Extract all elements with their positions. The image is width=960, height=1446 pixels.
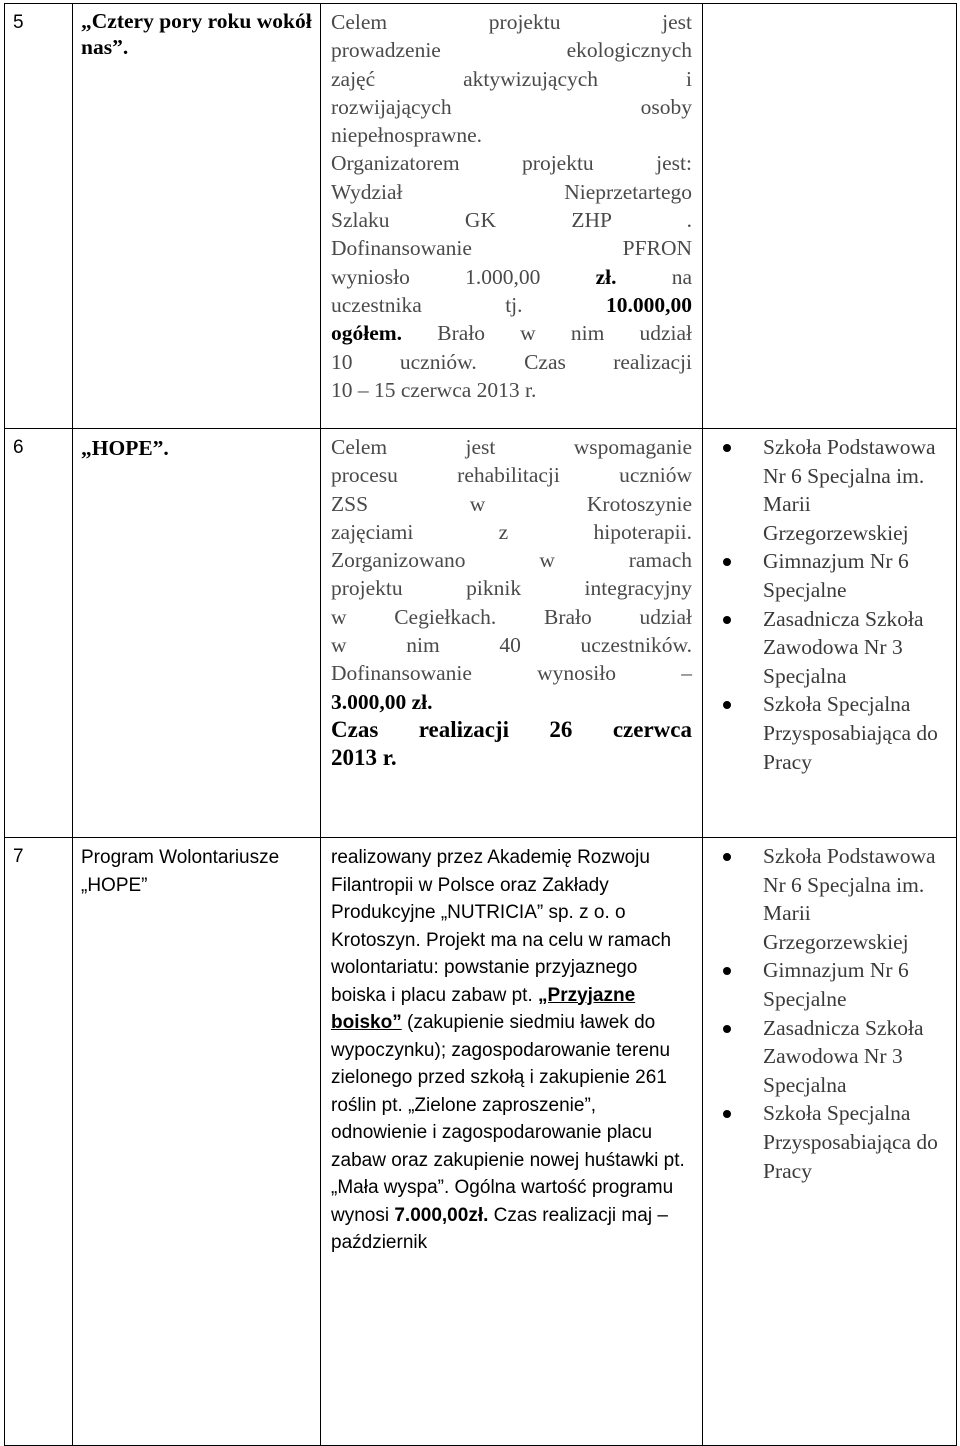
description-line: wyniosło 1.000,00 zł. na [331, 264, 692, 289]
institutions-cell-empty [703, 4, 957, 429]
description-line: uczestnika tj. 10.000,00 [331, 292, 692, 317]
list-item [763, 690, 956, 776]
institution-name: Gimnazjum Nr 6 Specjalne [763, 549, 909, 602]
description-line: Szlaku GK ZHP . [331, 208, 692, 233]
list-item [763, 842, 956, 956]
description-line: 10 uczniów. Czas realizacji [331, 349, 692, 374]
projects-table [4, 3, 957, 1446]
project-title-link: „Przyjazne boisko” [331, 984, 636, 1033]
bullet-icon [723, 1025, 731, 1033]
project-description [321, 838, 703, 1446]
list-item [763, 956, 956, 1013]
description-line: procesu rehabilitacji uczniów [331, 463, 692, 488]
list-item [763, 1099, 956, 1185]
program-amount: 7.000,00zł. [394, 1204, 489, 1226]
project-name-cell [73, 838, 321, 1446]
list-item [763, 605, 956, 691]
table-row [5, 838, 957, 1446]
project-description [321, 429, 703, 838]
project-name-cell [73, 429, 321, 838]
row-number: 5 [5, 4, 73, 429]
institution-name: Szkoła Podstawowa Nr 6 Specjalna im. Marii Grzegorzewskiej [763, 844, 936, 954]
institutions-list [703, 433, 956, 776]
description-line: Dofinansowanie wynosiło – [331, 661, 692, 686]
description-line: zajęć aktywizujących i [331, 66, 692, 91]
description-text: Czas realizacji maj – październik [331, 1204, 668, 1253]
institutions-cell [703, 838, 957, 1446]
description-line: projektu piknik integracyjny [331, 576, 692, 601]
description-line: Dofinansowanie PFRON [331, 236, 692, 261]
description-text: (zakupienie siedmiu ławek do wypoczynku); zagospodarowanie terenu zielonego przed szkołą i zakupienie 261 roślin pt. „Zielone zaproszenie”, odnowienie i zagospodarowanie placu zabaw oraz zakupienie nowej huśtawki pt. „Mała wyspa”. Ogólna wartość programu wynosi [331, 1012, 685, 1226]
description-line: ogółem. Brało w nim udział [331, 321, 692, 346]
description-line: Czas realizacji 26 czerwca [331, 716, 692, 742]
institutions-cell [703, 429, 957, 838]
institution-name: Zasadnicza Szkoła Zawodowa Nr 3 Specjalna [763, 606, 924, 688]
list-item [763, 433, 956, 547]
description-line: Wydział Nieprzetartego [331, 179, 692, 204]
description-line: Celem jest wspomaganie [331, 435, 692, 459]
description-line: 2013 r. [331, 745, 397, 771]
bullet-icon [723, 1110, 731, 1118]
description-line: rozwijających osoby [331, 94, 692, 119]
project-name: „HOPE”. [81, 436, 169, 460]
description-line: w nim 40 uczestników. [331, 633, 692, 658]
description-line: Organizatorem projektu jest: [331, 151, 692, 176]
row-number: 7 [5, 838, 73, 1446]
description-line: 3.000,00 zł. [331, 689, 433, 714]
bullet-icon [723, 853, 731, 861]
table-row [5, 429, 957, 838]
description-line: w Cegiełkach. Brało udział [331, 604, 692, 629]
institution-name: Szkoła Podstawowa Nr 6 Specjalna im. Marii Grzegorzewskiej [763, 435, 936, 545]
bullet-icon [723, 558, 731, 566]
description-line: prowadzenie ekologicznych [331, 38, 692, 63]
institution-name: Gimnazjum Nr 6 Specjalne [763, 958, 909, 1011]
description-line: Celem projektu jest [331, 10, 692, 34]
list-item [763, 547, 956, 604]
project-name: „Cztery pory roku wokół nas”. [81, 9, 312, 59]
list-item [763, 1014, 956, 1100]
institutions-list [703, 842, 956, 1185]
description-line: 10 – 15 czerwca 2013 r. [331, 377, 537, 402]
institution-name: Szkoła Specjalna Przysposabiająca do Pracy [763, 1101, 938, 1183]
description-line: zajęciami z hipoterapii. [331, 519, 692, 544]
project-name: Program Wolontariusze „HOPE” [81, 847, 280, 896]
description-line: Zorganizowano w ramach [331, 548, 692, 573]
description-text: realizowany przez Akademię Rozwoju Filantropii w Polsce oraz Zakłady Produkcyjne „NUTRICIA” sp. z o. o Krotoszyn. Projekt ma na celu w ramach wolontariatu: powstanie przyjaznego boiska i placu zabaw pt. [331, 847, 672, 1006]
project-name-cell [73, 4, 321, 429]
bullet-icon [723, 616, 731, 624]
bullet-icon [723, 444, 731, 452]
description-line: niepełnosprawne. [331, 123, 483, 148]
table-row [5, 4, 957, 429]
description-line: ZSS w Krotoszynie [331, 491, 692, 516]
bullet-icon [723, 967, 731, 975]
project-description [321, 4, 703, 429]
institution-name: Zasadnicza Szkoła Zawodowa Nr 3 Specjalna [763, 1015, 924, 1097]
row-number: 6 [5, 429, 73, 838]
bullet-icon [723, 701, 731, 709]
institution-name: Szkoła Specjalna Przysposabiająca do Pracy [763, 692, 938, 774]
